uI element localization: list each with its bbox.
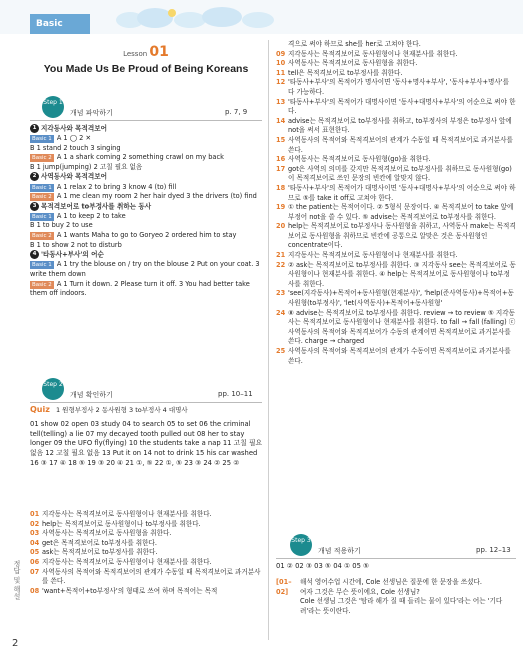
item-text: 지각동사는 목적격보어로 동사원형이나 현재분사를 취한다. xyxy=(42,510,212,518)
explanation-item xyxy=(276,78,516,97)
answer-text: A 1 to keep 2 to take xyxy=(56,211,126,220)
explanation-item xyxy=(276,222,516,251)
item-number: 07 xyxy=(30,567,40,576)
section-title: '타동사+부사'의 어순 xyxy=(41,250,104,259)
section-heading xyxy=(30,124,264,134)
item-number: [01–02] xyxy=(276,578,292,596)
item-number: 05 xyxy=(30,548,40,557)
answer-line xyxy=(30,153,264,163)
step3-heading: 개념 적용하기 xyxy=(318,547,361,555)
basic-tag: Basic 1 xyxy=(32,213,52,220)
item-text: 격으로 써야 하므로 she를 her로 고쳐야 한다. xyxy=(288,40,421,48)
column-divider xyxy=(268,40,269,640)
item-text: 사역동사의 목적어와 목적격보어의 관계가 수동일 때 목적격보어로 과거분사를 쓴다. xyxy=(288,135,513,154)
explanation-item xyxy=(276,50,516,60)
step2-answers: 01 show 02 open 03 study 04 to search 05 to set 06 the criminal tell(telling) a lie 07 my decayed tooth pulled out 08 her to stay longer 09 the UFO fly(flying) 10 the students take a nap 11 고칠 필요 없음 12 고칠 필요 없음 13 Put it on 14 not to drink 15 his car washed 16 ③ 17 ④ 18 ⑤ 19 ③ 20 ④ 21 ①, ⑤ 22 ①, ⑤ 23 ③ 24 ② 25 ② xyxy=(30,420,263,467)
explanation-item xyxy=(276,251,516,261)
explanation-item xyxy=(276,98,516,117)
item-text: 사역동사의 목적어와 목적격보어의 관계가 수동일 때 목적격보어로 과거분사를 쓴다. xyxy=(42,567,261,586)
item-number: 03 xyxy=(30,529,40,538)
item-text: 사역동사는 목적격보어로 동사원형을 취한다. xyxy=(42,529,172,538)
item-number: 11 xyxy=(276,68,286,77)
item-number: 16 xyxy=(276,155,286,164)
explanation-item xyxy=(276,261,516,290)
item-text: 지각동사는 목적격보어로 동사원형이나 현재분사를 취한다. xyxy=(288,49,458,58)
step1-content xyxy=(30,124,264,299)
explanation-item xyxy=(276,578,516,616)
explanation-item xyxy=(276,136,516,155)
basic-tag: Basic 1 xyxy=(32,136,52,143)
item-text: '타동사+부사'의 목적어가 명사이면 '동사+명사+부사', '동사+부사+명사'를 다 가능하다. xyxy=(288,78,509,96)
item-text: get은 목적격보어로 to부정사를 취한다. xyxy=(42,538,158,547)
answer-line xyxy=(30,144,264,154)
section-number: 2 xyxy=(30,172,39,181)
section-number: 4 xyxy=(30,250,39,259)
explanation-item xyxy=(30,568,264,587)
answer-line xyxy=(30,260,264,279)
step1-pages: p. 7, 9 xyxy=(225,108,248,116)
explanation-item xyxy=(30,539,264,549)
item-text: got은 사역의 의미를 갖지만 목적격보어로 to부정사를 취하므로 동사원형(go)이 목적격보어로 쓰인 문장의 빈칸에 알맞지 않다. xyxy=(288,164,512,183)
answer-text: A 1 wants Maha to go to Goryeo 2 ordered him to stay xyxy=(56,231,237,240)
item-text: help는 목적격보어로 to부정사나 동사원형을 취하고, 사역동사 make는 목적격보어로 동사원형을 취하므로 빈칸에 공통으로 알맞은 것은 동사원형인 concentrate이다. xyxy=(288,222,516,250)
lesson-header xyxy=(30,44,262,60)
answer-text: A 1 a shark coming 2 something crawl on my back xyxy=(56,153,224,162)
item-text: ① the patient는 목적어이다. ② 5형식 문장이다. ④ 목적격보어 to take 앞에 부정어 not을 쓸 수 있다. ⑤ advise는 목적격보어로 to부정사를 취한다. xyxy=(288,203,514,221)
step3-explanation xyxy=(276,578,516,616)
item-text: Cole 선생님 그것은 '탐라 해가 질 때 들리는 물이 있다'라는 어는 '기다려'라는 뜻이란다. xyxy=(300,597,503,615)
explanation-item xyxy=(276,40,516,50)
answer-text: B 1 stand 2 touch 3 singing xyxy=(30,143,121,152)
item-text: 사역동사는 목적격보어로 동사원형을 취한다. xyxy=(288,59,418,68)
quiz-row xyxy=(30,406,262,414)
explanation-item xyxy=(276,69,516,79)
item-number: 14 xyxy=(276,116,286,125)
item-text: ② ask는 목적격보어로 to부정사를 취한다. ③ 지각동사 see는 목적격보어로 동사원형이나 현재분사를 취한다. ④ help는 목적격보어로 동사원형이나 to부정사를 취한다. xyxy=(288,260,516,288)
item-text: 사역동사는 목적격보어로 동사원형(go)을 취한다. xyxy=(288,155,431,164)
item-number: 10 xyxy=(276,59,286,68)
explanation-item xyxy=(30,548,264,558)
quiz-label: Quiz xyxy=(30,405,50,414)
answer-line xyxy=(30,241,264,251)
item-number xyxy=(276,40,288,50)
lesson-label: Lesson xyxy=(123,50,148,58)
answer-line xyxy=(30,231,264,241)
step2-explanations-left xyxy=(30,510,264,596)
explanation-item xyxy=(276,203,516,222)
item-text: ask는 목적격보어로 to부정사를 취한다. xyxy=(42,548,158,557)
answer-text: A 1 Turn it down. 2 Please turn it off. 3 You had better take them off indoors. xyxy=(30,279,250,298)
item-text: 지각동사는 목적격보어로 동사원형이나 현재분사를 취한다. xyxy=(288,251,458,260)
lesson-number: 01 xyxy=(149,44,169,60)
section-title: 목적격보어로 to부정사를 취하는 동사 xyxy=(41,202,152,211)
item-text: 여자 그것은 무슨 뜻이에요, Cole 선생님? xyxy=(300,587,420,596)
item-text: advise는 목적격보어로 to부정사를 취하고, to부정사의 부정은 to부정사 앞에 not을 써서 표현한다. xyxy=(288,116,512,135)
item-text: 지각동사는 목적격보어로 동사원형이나 현재분사를 취한다. xyxy=(42,557,212,566)
basic-tag: Basic 1 xyxy=(32,184,52,191)
answer-text: A 1 try the blouse on / try on the blouse 2 Put on your coat. 3 write them down xyxy=(30,260,260,278)
step3-answers: 01 ② 02 ③ 03 ⑤ 04 ① 05 ⑤ xyxy=(276,562,370,570)
item-number: 20 xyxy=(276,222,286,231)
item-text: '타동사+부사'의 목적어가 대명사이면 '동사+대명사+부사'의 어순으로 써야 한다. xyxy=(288,97,516,116)
explanation-item xyxy=(276,59,516,69)
quiz-text: 1 원형부정사 2 동사원형 3 to부정사 4 대명사 xyxy=(55,406,188,414)
explanation-item xyxy=(30,558,264,568)
basic-tag: Basic 2 xyxy=(32,233,52,240)
explanation-item xyxy=(276,347,516,366)
section-number: 1 xyxy=(30,124,39,133)
explanation-item xyxy=(276,309,516,347)
explanation-item xyxy=(276,289,516,308)
item-number: 24 xyxy=(276,308,286,317)
sidebar-label: 정답 및 해설 xyxy=(13,560,21,600)
section-heading xyxy=(30,250,264,260)
answer-line xyxy=(30,134,264,144)
item-number: 22 xyxy=(276,260,286,269)
answer-line xyxy=(30,221,264,231)
item-number: 19 xyxy=(276,203,286,212)
basic-tag: Basic 2 xyxy=(32,281,52,288)
item-number: 17 xyxy=(276,164,286,173)
item-text: 사역동사의 목적어와 목적격보어의 관계가 수동이면 목적격보어로 과거분사를 쓴다. xyxy=(288,347,511,365)
item-number: 25 xyxy=(276,347,286,355)
answer-text: A 1 me clean my room 2 her hair dyed 3 the drivers (to) find xyxy=(56,192,257,201)
step2-heading: 개념 확인하기 xyxy=(70,391,113,399)
step2-badge: Step 2 xyxy=(42,378,64,400)
section-tab: Basic xyxy=(30,14,90,34)
page-title: You Made Us Be Proud of Being Koreans xyxy=(43,63,249,75)
explanation-item xyxy=(276,155,516,165)
explanation-item xyxy=(30,520,264,530)
item-text: 'want+목적어+to부정사'의 형태로 쓰여 하며 목적어는 목적 xyxy=(42,586,218,595)
item-number: 04 xyxy=(30,538,40,547)
section-title: 사역동사와 목적격보어 xyxy=(41,172,107,181)
section-heading xyxy=(30,202,264,212)
item-text: ⑧ advise는 목적격보어로 to부정사를 취한다. review → to review ⑤ 지각동사는 목적격보어로 동사원형이나 현재분사를 취한다. to fall → fall (falling) ⓒ 사역동사의 목적어와 목적격보어가 수동의 관계이면 목적격보어로 과거분사를 쓴다. charge → charged xyxy=(288,308,516,346)
item-text: 해석 영어수업 시간에, Cole 선생님은 질문에 한 문장을 쓰셨다. xyxy=(300,578,482,586)
answer-line xyxy=(30,192,264,202)
step1-heading: 개념 파악하기 xyxy=(70,109,113,117)
step2-explanations-right xyxy=(276,40,516,366)
basic-tag: Basic 1 xyxy=(32,262,52,269)
explanation-item xyxy=(30,587,264,597)
explanation-item xyxy=(276,165,516,184)
basic-tag: Basic 2 xyxy=(32,155,52,162)
step3-badge: Step 3 xyxy=(290,534,312,556)
item-number: 18 xyxy=(276,183,286,192)
item-text: 'see(지각동사)+목적어+동사원형(현재분사)', 'help(준사역동사)+목적어+동사원형(to부정사)', 'let(사역동사)+목적어+동사원형' xyxy=(288,289,514,308)
basic-tag: Basic 2 xyxy=(32,194,52,201)
explanation-item xyxy=(30,529,264,539)
answer-text: B 1 jump(jumping) 2 고칠 필요 없음 xyxy=(30,162,143,171)
item-number: 23 xyxy=(276,289,286,298)
step2-pages: pp. 10–11 xyxy=(218,390,253,398)
explanation-item xyxy=(276,184,516,203)
answer-line xyxy=(30,183,264,193)
item-text: tell은 목적격보어로 to부정사를 취한다. xyxy=(288,68,403,77)
answer-line xyxy=(30,163,264,173)
item-number: 21 xyxy=(276,251,286,260)
page-number: 2 xyxy=(12,638,19,649)
item-text: help는 목적격보어로 동사원형이나 to부정사를 취한다. xyxy=(42,519,201,528)
item-number: 12 xyxy=(276,78,286,87)
answer-text: B 1 to buy 2 to use xyxy=(30,221,93,230)
answer-line xyxy=(30,212,264,222)
explanation-item xyxy=(30,510,264,520)
cloud-decoration xyxy=(110,4,280,30)
item-number: 13 xyxy=(276,97,286,106)
step3-pages: pp. 12–13 xyxy=(476,546,511,554)
item-number: 09 xyxy=(276,49,286,58)
section-number: 3 xyxy=(30,202,39,211)
explanation-item xyxy=(276,117,516,136)
section-heading xyxy=(30,172,264,182)
section-title: 지각동사와 목적격보어 xyxy=(41,124,107,133)
item-number: 06 xyxy=(30,557,40,566)
answer-text: A 1 relax 2 to bring 3 know 4 (to) fill xyxy=(56,182,177,191)
item-number: 01 xyxy=(30,510,40,518)
item-number: 08 xyxy=(30,586,40,595)
item-text: '타동사+부사'의 목적어가 대명사이면 '동사+대명사+부사'의 어순으로 써야 하므로 ⑤를 take it off로 고쳐야 한다. xyxy=(288,183,516,202)
step1-badge: Step 1 xyxy=(42,96,64,118)
item-number: 15 xyxy=(276,135,286,144)
answer-text: A 1 ◯ 2 ✕ xyxy=(56,134,92,143)
answer-line xyxy=(30,280,264,299)
answer-text: B 1 to show 2 not to disturb xyxy=(30,240,122,249)
item-number: 02 xyxy=(30,519,40,528)
